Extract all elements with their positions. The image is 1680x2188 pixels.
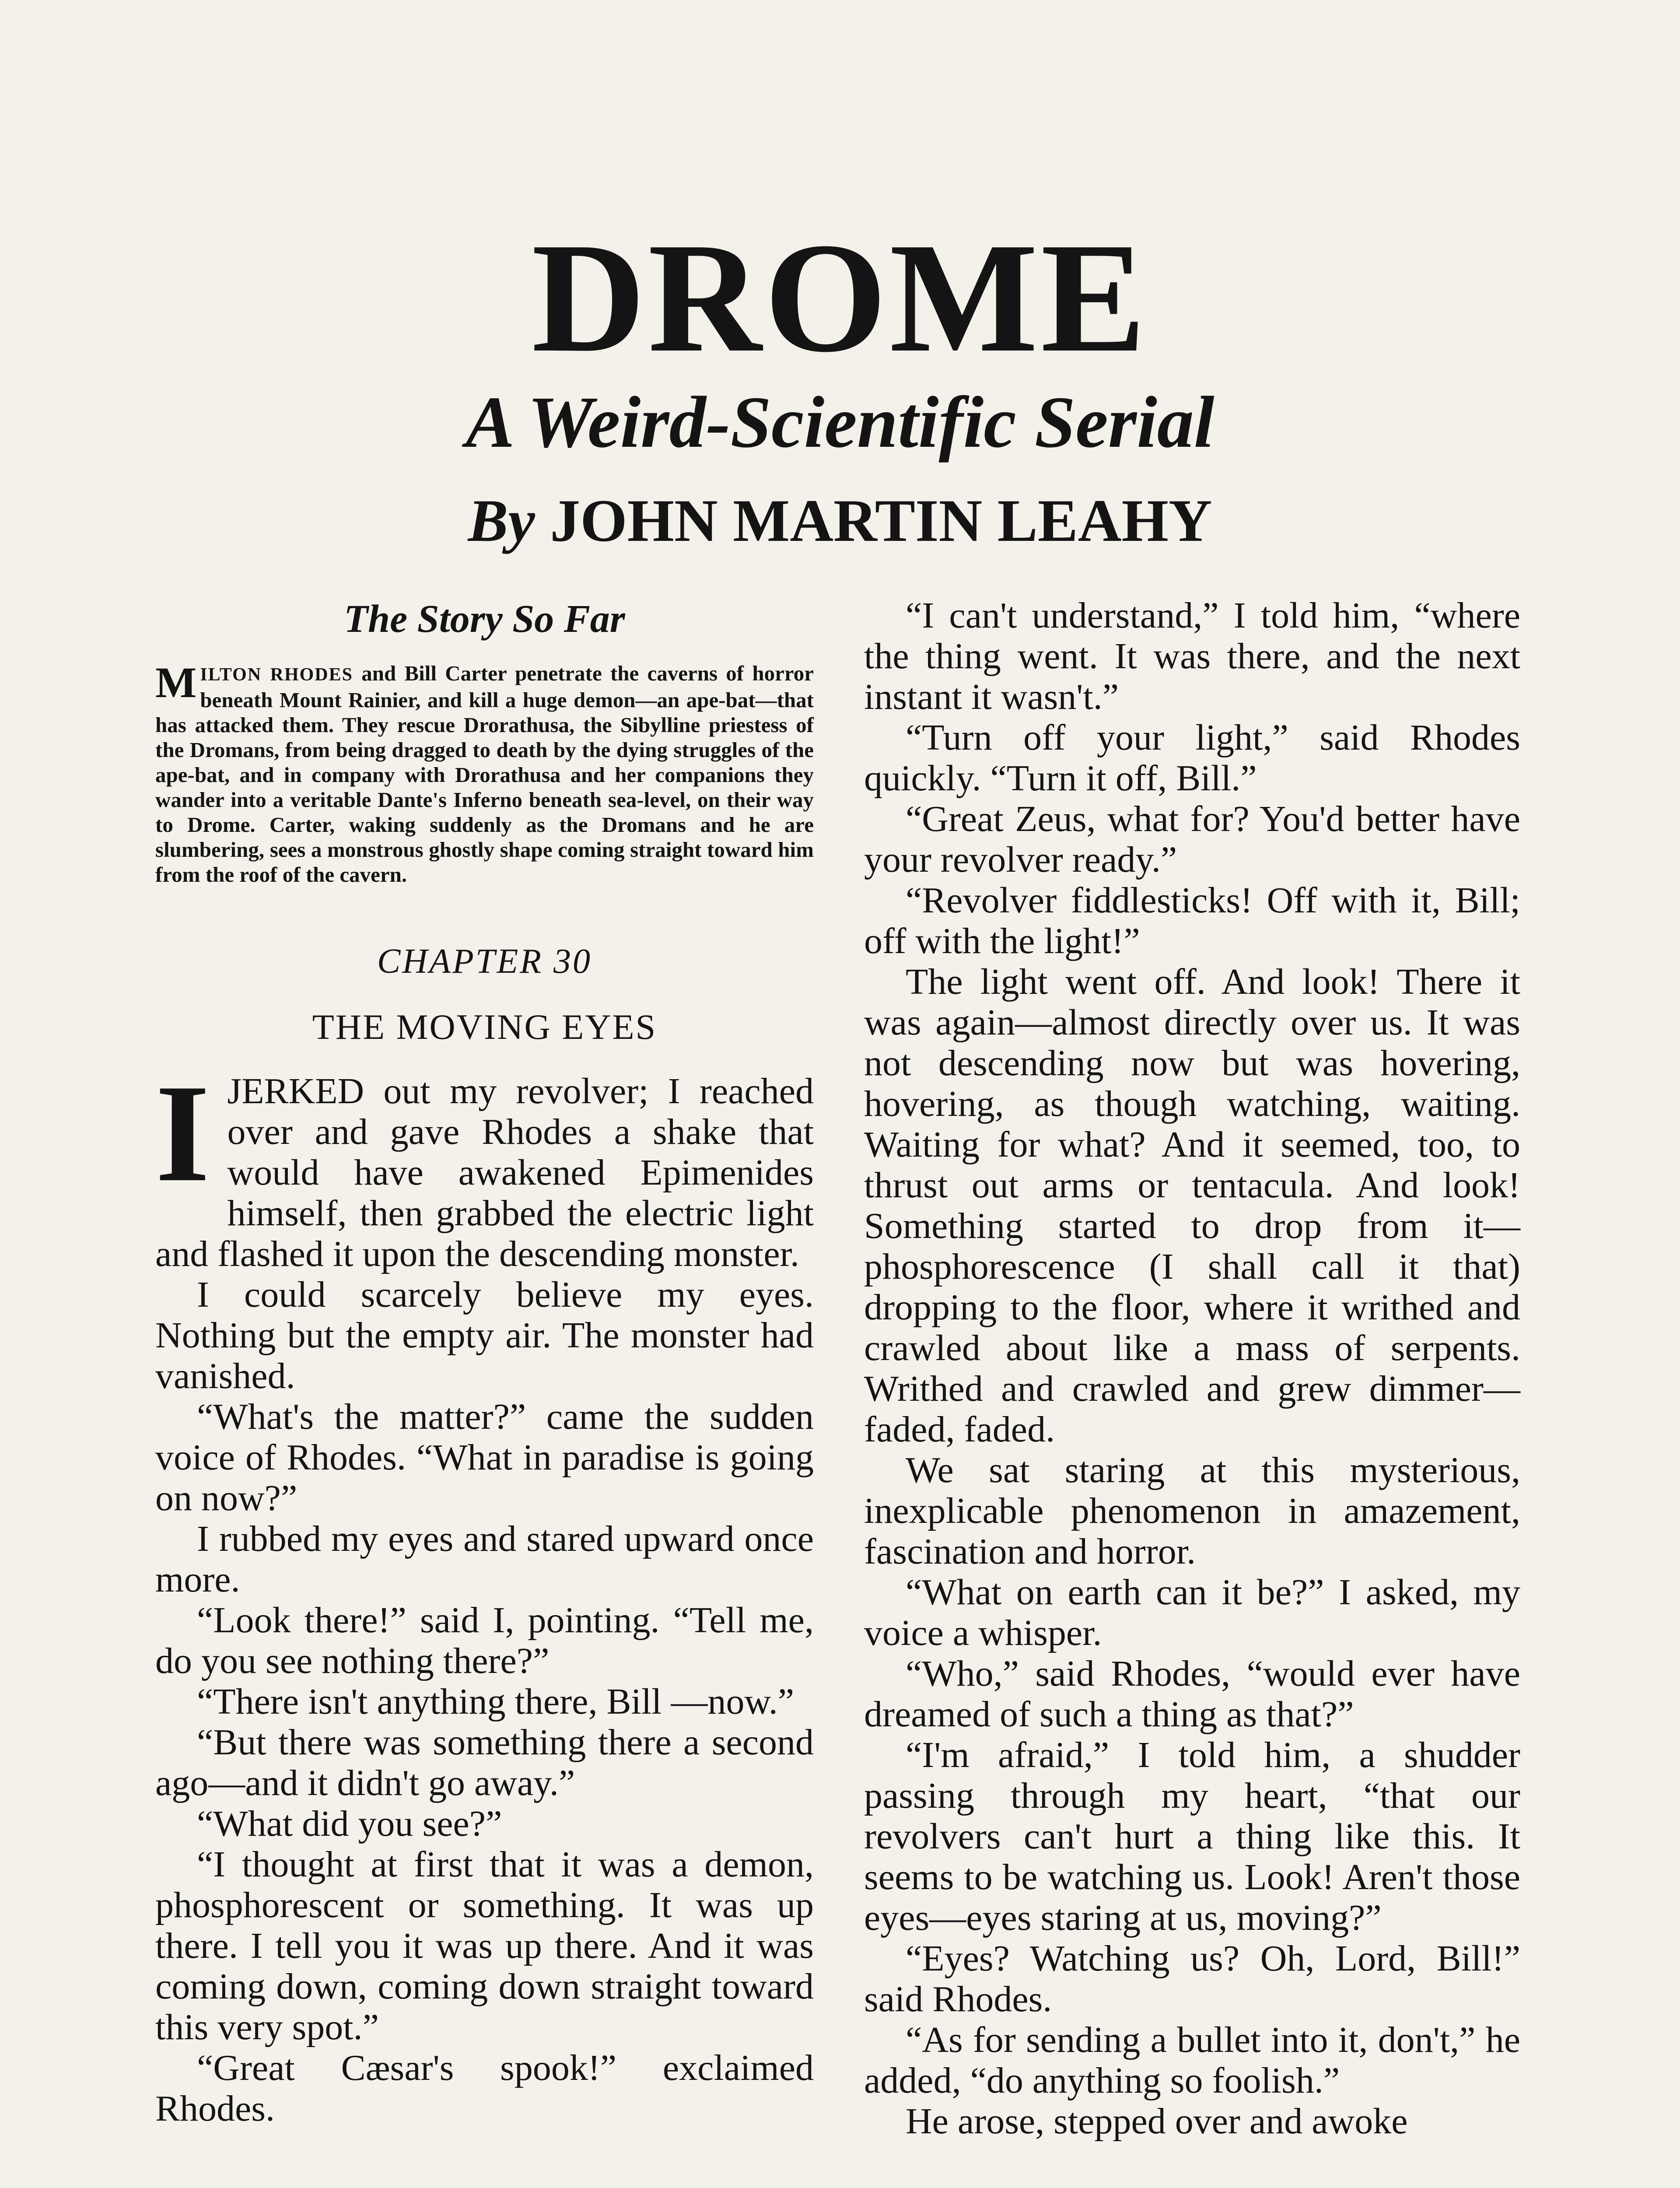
body-paragraph: I could scarcely believe my eyes. Nothing but the empty air. The monster had vanished. (155, 1274, 814, 1396)
byline (0, 486, 1680, 556)
synopsis-text (155, 658, 814, 887)
body-paragraph: “Turn off your light,” said Rhodes quickly. “Turn it off, Bill.” (864, 717, 1520, 799)
body-paragraph: “What's the matter?” came the sudden voice of Rhodes. “What in paradise is going on now?” (155, 1396, 814, 1518)
body-paragraph: We sat staring at this mysterious, inexplicable phenomenon in amazement, fascination and horror. (864, 1450, 1520, 1572)
body-paragraph: The light went off. And look! There it was again—almost directly over us. It was not descending now but was hovering, hovering, as though watching, waiting. Waiting for what? And it seemed, too, to thrust out arms or tentacula. And look! Something started to drop from it—phosphorescence (I shall call it that) dropping to the floor, where it writhed and crawled about like a mass of serpents. Writhed and crawled and grew dimmer—faded, faded. (864, 961, 1520, 1450)
body-paragraph (155, 1056, 814, 1274)
body-paragraph: “Great Zeus, what for? You'd better have your revolver ready.” (864, 799, 1520, 880)
story-subtitle: A Weird-Scientific Serial (466, 382, 1214, 463)
body-paragraph: “I can't understand,” I told him, “where the thing went. It was there, and the next instant it wasn't.” (864, 595, 1520, 717)
synopsis-body: and Bill Carter penetrate the caverns of horror beneath Mount Rainier, and kill a huge demon—an ape-bat—that has attacked them. They rescue Drorathusa, the Sibylline priestess of the Dromans, from being dragged to death by the dying struggles of the ape-bat, and in company with Drorathusa and her companions they wander into a veritable Dante's Inferno beneath sea-level, on their way to Drome. Carter, waking suddenly as the Dromans and he are slumbering, sees a monstrous ghostly shape coming straight toward him from the roof of the cavern. (155, 661, 814, 887)
body-paragraph: “What did you see?” (197, 1803, 502, 1844)
body-paragraph: “Great Cæsar's spook!” exclaimed Rhodes. (155, 2048, 814, 2129)
body-paragraph: “What on earth can it be?” I asked, my voice a whisper. (864, 1572, 1520, 1653)
body-paragraph: He arose, stepped over and awoke (906, 2101, 1408, 2142)
body-paragraph: “Revolver fiddlesticks! Off with it, Bill; off with the light!” (864, 880, 1520, 961)
body-paragraph: “But there was something there a second ago—and it didn't go away.” (155, 1722, 814, 1803)
synopsis-heading: The Story So Far (344, 597, 625, 641)
chapter-title: THE MOVING EYES (312, 1007, 657, 1047)
byline-author: JOHN MARTIN LEAHY (550, 487, 1212, 554)
right-column (864, 595, 1520, 2142)
body-paragraph: “Who,” said Rhodes, “would ever have dreamed of such a thing as that?” (864, 1653, 1520, 1735)
synopsis-smallcaps: ILTON RHODES (200, 665, 354, 685)
body-paragraph: I rubbed my eyes and stared upward once more. (155, 1518, 814, 1600)
left-column (155, 595, 814, 2129)
story-title: DROME (532, 210, 1148, 385)
chapter-number: CHAPTER 30 (377, 942, 592, 981)
first-paragraph-text: JERKED out my revolver; I reached over and gave Rhodes a shake that would have awakened Epimenides himself, then grabbed the electric light and flashed it upon the descending monster. (155, 1071, 814, 1274)
body-paragraph: “Eyes? Watching us? Oh, Lord, Bill!” said Rhodes. (864, 1938, 1520, 2020)
drop-cap: I (155, 1056, 210, 1211)
byline-by: By (468, 487, 535, 554)
body-paragraph: “I thought at first that it was a demon, phosphorescent or something. It was up there. I tell you it was up there. And it was coming down, coming down straight toward this very spot.” (155, 1844, 814, 2048)
body-paragraph: “Look there!” said I, pointing. “Tell me, do you see nothing there?” (155, 1600, 814, 1681)
body-paragraph: “I'm afraid,” I told him, a shudder passing through my heart, “that our revolvers can't hurt a thing like this. It seems to be watching us. Look! Aren't those eyes—eyes staring at us, moving?” (864, 1735, 1520, 1938)
synopsis-initial: M (155, 658, 197, 707)
body-paragraph: “As for sending a bullet into it, don't,” he added, “do anything so foolish.” (864, 2020, 1520, 2101)
body-paragraph: “There isn't anything there, Bill —now.” (197, 1681, 794, 1722)
